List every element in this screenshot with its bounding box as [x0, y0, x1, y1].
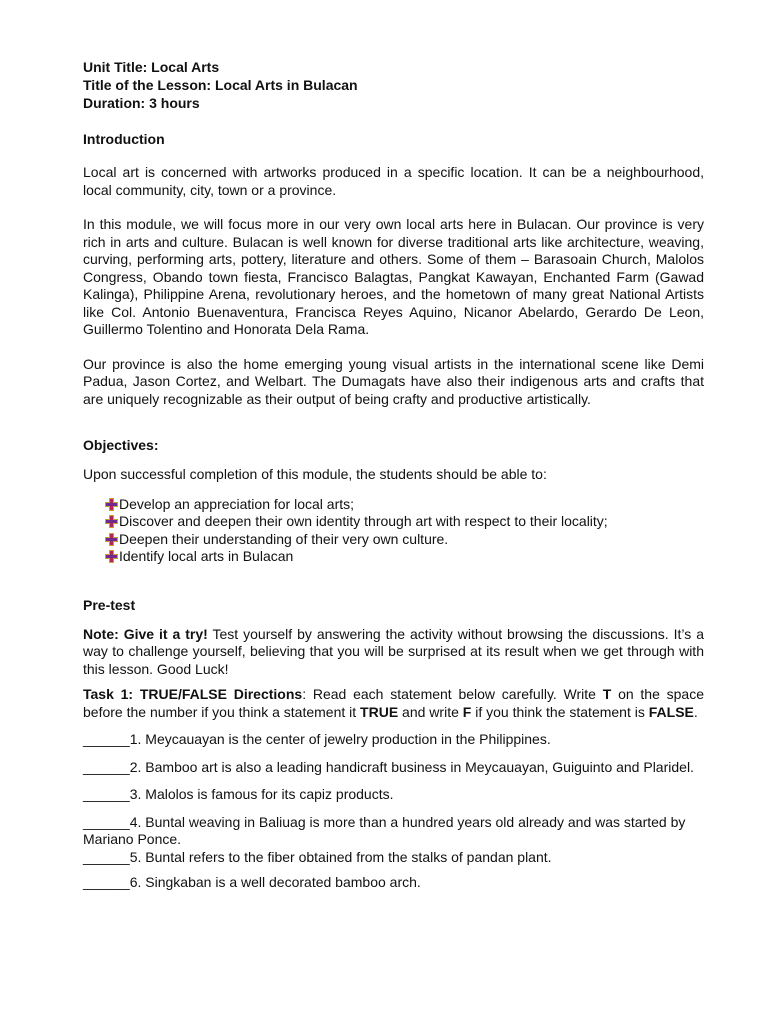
pretest-note — [83, 626, 704, 679]
note-text: Test yourself by answering the activity without browsing the discussions. It’s a way to challenge yourself, believing that you will be surprised at its result when we get through with this lesson. Good Luck! — [83, 625, 704, 677]
objective-item — [105, 496, 704, 514]
task-text: : Read each statement below carefully. Write — [302, 686, 603, 702]
pretest-item-3: ______3. Malolos is famous for its capiz products. — [83, 786, 394, 802]
task-label: Task 1: TRUE/FALSE Directions — [83, 686, 303, 702]
objective-text: Deepen their understanding of their very own culture. — [119, 530, 449, 547]
objective-text: Develop an appreciation for local arts; — [119, 495, 355, 512]
plus-bullet-icon — [105, 550, 118, 563]
plus-bullet-icon — [105, 498, 118, 511]
objective-text: Identify local arts in Bulacan — [119, 548, 294, 564]
pretest-item-2: ______2. Bamboo art is also a leading handicraft business in Meycauayan, Guiguinto and Plaridel. — [83, 758, 694, 775]
task-directions — [83, 686, 704, 721]
pretest-item-6: ______6. Singkaban is a well decorated bamboo arch. — [83, 874, 421, 890]
task-text: . — [693, 703, 698, 720]
objectives-heading: Objectives: — [83, 437, 159, 453]
pretest-item-1: ______1. Meycauayan is the center of jewelry production in the Philippines. — [83, 731, 551, 747]
task-t: T — [602, 686, 612, 702]
pretest-item-4: ______4. Buntal weaving in Baliuag is more than a hundred years old already and was started by Mariano Ponce. — [83, 813, 686, 847]
pretest-item-5: ______5. Buntal refers to the fiber obtained from the stalks of pandan plant. — [83, 848, 552, 865]
pretest-heading: Pre-test — [83, 596, 136, 613]
lesson-title: Title of the Lesson: Local Arts in Bulacan — [83, 77, 358, 93]
objective-item — [105, 531, 704, 549]
objective-item — [105, 548, 704, 566]
unit-title: Unit Title: Local Arts — [83, 59, 220, 75]
intro-paragraph-3: Our province is also the home emerging young visual artists in the international scene like Demi Padua, Jason Cortez, and Welbart. The Dumagats have also their indigenous arts and crafts that are uniquely recognizable as their output of being crafty and productive artistically. — [83, 355, 704, 407]
task-text: if you think the statement is — [471, 703, 649, 720]
objective-text: Discover and deepen their own identity through art with respect to their locality; — [119, 513, 608, 529]
task-false: FALSE — [648, 703, 694, 720]
plus-bullet-icon — [105, 533, 118, 546]
document-page — [83, 58, 704, 892]
objective-item — [105, 513, 704, 531]
objectives-list — [83, 496, 704, 566]
task-true: TRUE — [360, 703, 399, 720]
introduction-heading: Introduction — [83, 131, 165, 147]
intro-paragraph-1: Local art is concerned with artworks produced in a specific location. It can be a neighbourhood, local community, city, town or a province. — [83, 164, 704, 198]
intro-paragraph-2: In this module, we will focus more in our very own local arts here in Bulacan. Our province is very rich in arts and culture. Bulacan is well known for diverse traditional arts like architecture, weaving, curving, performing arts, pottery, literature and others. Some of them – Barasoain Church, Malolos Congress, Obando town fiesta, Francisco Balagtas, Pangkat Kawayan, Enchanted Farm (Gawad Kalinga), Philippine Arena, revolutionary heroes, and the hometown of many great National Artists like Col. Antonio Buenaventura, Francisca Reyes Aquino, Nicanor Abelardo, Gerardo De Leon, Guillermo Tolentino and Honorata Dela Rama. — [83, 216, 704, 337]
task-text: and write — [398, 703, 463, 720]
task-text: on the space before the number if you think a statement it — [83, 686, 705, 720]
objectives-intro: Upon successful completion of this module, the students should be able to: — [83, 466, 547, 482]
duration: Duration: 3 hours — [83, 95, 200, 111]
note-label: Note: Give it a try! — [83, 625, 208, 642]
task-f: F — [462, 703, 472, 720]
plus-bullet-icon — [105, 515, 118, 528]
